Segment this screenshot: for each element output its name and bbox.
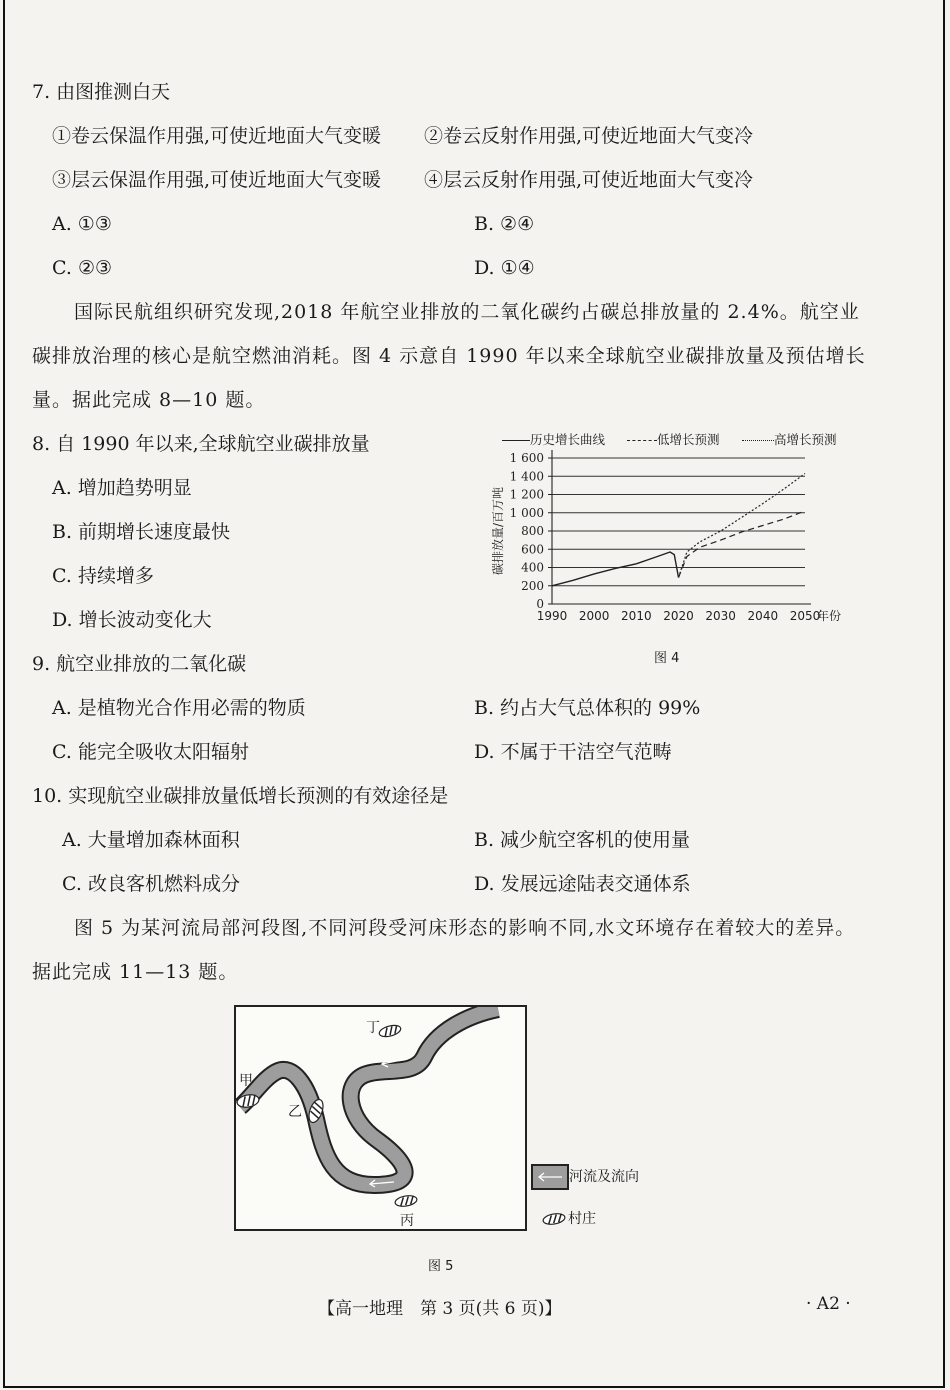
paper-code: · A2 · bbox=[806, 1294, 851, 1314]
q9-option-c: C. 能完全吸收太阳辐射 bbox=[52, 741, 249, 763]
legend-river-item bbox=[531, 1164, 639, 1190]
q9-option-b: B. 约占大气总体积的 99% bbox=[474, 697, 701, 719]
series-line-solid bbox=[552, 552, 679, 586]
label-jia: 甲 bbox=[239, 1073, 253, 1089]
intro1-line3: 量。据此完成 8—10 题。 bbox=[32, 389, 266, 411]
x-tick-label: 2000 bbox=[578, 609, 610, 623]
q10-option-d: D. 发展远途陆表交通体系 bbox=[474, 873, 691, 895]
village-bing bbox=[394, 1194, 417, 1208]
chart-svg bbox=[490, 430, 860, 630]
q10-option-a: A. 大量增加森林面积 bbox=[62, 829, 240, 851]
figure-5-river-map bbox=[234, 1005, 527, 1231]
label-yi: 乙 bbox=[288, 1104, 302, 1120]
figure-5-caption: 图 5 bbox=[428, 1259, 454, 1274]
x-tick-label: 2020 bbox=[663, 609, 694, 623]
series-line-dotted bbox=[679, 474, 806, 578]
q10-option-c: C. 改良客机燃料成分 bbox=[62, 873, 240, 895]
x-tick-label: 2030 bbox=[705, 609, 736, 623]
x-tick-label: 2040 bbox=[747, 609, 779, 623]
legend-low-label: 低增长预测 bbox=[657, 432, 720, 447]
intro2-line2: 据此完成 11—13 题。 bbox=[32, 961, 239, 983]
q8-option-c: C. 持续增多 bbox=[52, 565, 154, 587]
legend-village-label: 村庄 bbox=[568, 1211, 596, 1227]
y-tick-label: 1 000 bbox=[509, 505, 544, 520]
river-legend-icon bbox=[531, 1164, 569, 1190]
y-tick-label: 0 bbox=[536, 597, 544, 611]
x-tick-label: 1990 bbox=[536, 609, 568, 623]
legend-high-label: 高增长预测 bbox=[774, 432, 837, 447]
y-tick-label: 600 bbox=[521, 542, 544, 557]
y-tick-label: 800 bbox=[521, 524, 544, 538]
q7-statement-1: ①卷云保温作用强,可使近地面大气变暖 bbox=[52, 125, 382, 147]
q9-stem: 9. 航空业排放的二氧化碳 bbox=[32, 653, 247, 675]
q7-statement-3: ③层云保温作用强,可使近地面大气变暖 bbox=[52, 169, 382, 191]
x-tick-label: 2050 bbox=[789, 609, 821, 623]
label-bing: 丙 bbox=[400, 1213, 414, 1229]
q7-statement-4: ④层云反射作用强,可使近地面大气变冷 bbox=[424, 169, 754, 191]
label-ding: 丁 bbox=[366, 1020, 380, 1036]
q9-option-d: D. 不属于干洁空气范畴 bbox=[474, 741, 672, 763]
intro1-line2: 碳排放治理的核心是航空燃油消耗。图 4 示意自 1990 年以来全球航空业碳排放量及预估增长 bbox=[32, 345, 866, 367]
y-tick-label: 200 bbox=[521, 578, 544, 593]
q7-option-d: D. ①④ bbox=[474, 257, 535, 279]
x-tick-label: 2010 bbox=[621, 609, 652, 623]
intro1-line1: 国际民航组织研究发现,2018 年航空业排放的二氧化碳约占碳总排放量的 2.4%。航空业 bbox=[74, 301, 860, 323]
q7-option-a: A. ①③ bbox=[52, 213, 112, 235]
q7-stem: 7. 由图推测白天 bbox=[32, 81, 171, 103]
river-svg bbox=[236, 1007, 525, 1229]
q10-stem: 10. 实现航空业碳排放量低增长预测的有效途径是 bbox=[32, 785, 449, 807]
village-legend-icon bbox=[540, 1211, 568, 1227]
q8-option-a: A. 增加趋势明显 bbox=[52, 477, 192, 499]
q7-statement-2: ②卷云反射作用强,可使近地面大气变冷 bbox=[424, 125, 754, 147]
x-axis-label: 年份 bbox=[817, 609, 842, 623]
q7-option-c: C. ②③ bbox=[52, 257, 113, 279]
figure-4-chart bbox=[490, 430, 860, 630]
legend-historical-label: 历史增长曲线 bbox=[530, 432, 606, 447]
q10-option-b: B. 减少航空客机的使用量 bbox=[474, 829, 691, 851]
q8-option-b: B. 前期增长速度最快 bbox=[52, 521, 231, 543]
figure-4-caption: 图 4 bbox=[654, 651, 680, 666]
page-footer: 【高一地理 第 3 页(共 6 页)】 bbox=[318, 1299, 562, 1319]
y-axis-label: 碳排放量/百万吨 bbox=[491, 486, 505, 576]
y-tick-label: 1 400 bbox=[509, 469, 544, 484]
y-tick-label: 400 bbox=[521, 560, 544, 575]
legend-river-label: 河流及流向 bbox=[569, 1169, 639, 1185]
q8-stem: 8. 自 1990 年以来,全球航空业碳排放量 bbox=[32, 433, 370, 455]
y-tick-label: 1 200 bbox=[509, 487, 544, 502]
q8-option-d: D. 增长波动变化大 bbox=[52, 609, 212, 631]
q7-option-b: B. ②④ bbox=[474, 213, 535, 235]
y-tick-label: 1 600 bbox=[509, 451, 544, 465]
legend-village-item bbox=[540, 1208, 596, 1228]
village-ding bbox=[378, 1023, 402, 1038]
q9-option-a: A. 是植物光合作用必需的物质 bbox=[52, 697, 306, 719]
intro2-line1: 图 5 为某河流局部河段图,不同河段受河床形态的影响不同,水文环境存在着较大的差异。 bbox=[74, 917, 856, 939]
